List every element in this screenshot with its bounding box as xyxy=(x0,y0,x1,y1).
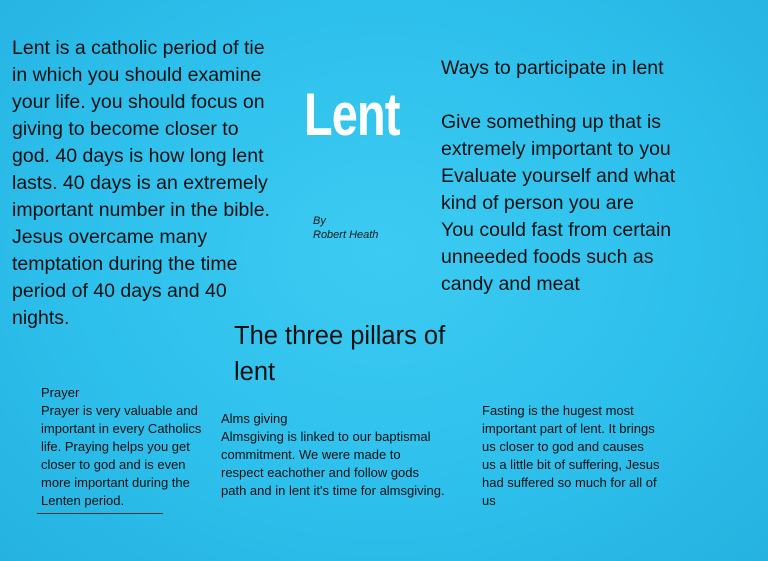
page-title: Lent xyxy=(304,81,400,148)
intro-paragraph: Lent is a catholic period of tie in which you should examine your life. you should focus on giving to become closer to god. 40 days is how long lent lasts. 40 days is an extremely important number in the bible. Jesus overcame many temptation during the time period of 40 days and 40 nights. xyxy=(12,37,270,329)
pillars-heading: The three pillars of lent xyxy=(234,322,446,386)
divider-line xyxy=(37,513,163,514)
prayer-pillar: Prayer Prayer is very valuable and important in every Catholics life. Praying helps you get closer to god and is even more important during the Lenten period. xyxy=(41,385,202,508)
ways-to-participate: Ways to participate in lent Give something up that is extremely important to you Evaluate yourself and what kind of person you are You could fast from certain unneeded foods such as candy and meat xyxy=(441,57,676,295)
author-byline: By Robert Heath xyxy=(313,215,379,241)
fasting-pillar: Fasting is the hugest most important part of lent. It brings us closer to god and causes us a little bit of suffering, Jesus had suffered so much for all of us xyxy=(482,403,660,508)
alms-giving-pillar: Alms giving Almsgiving is linked to our baptismal commitment. We were made to respect eachother and follow gods path and in lent it's time for almsgiving. xyxy=(221,411,445,498)
